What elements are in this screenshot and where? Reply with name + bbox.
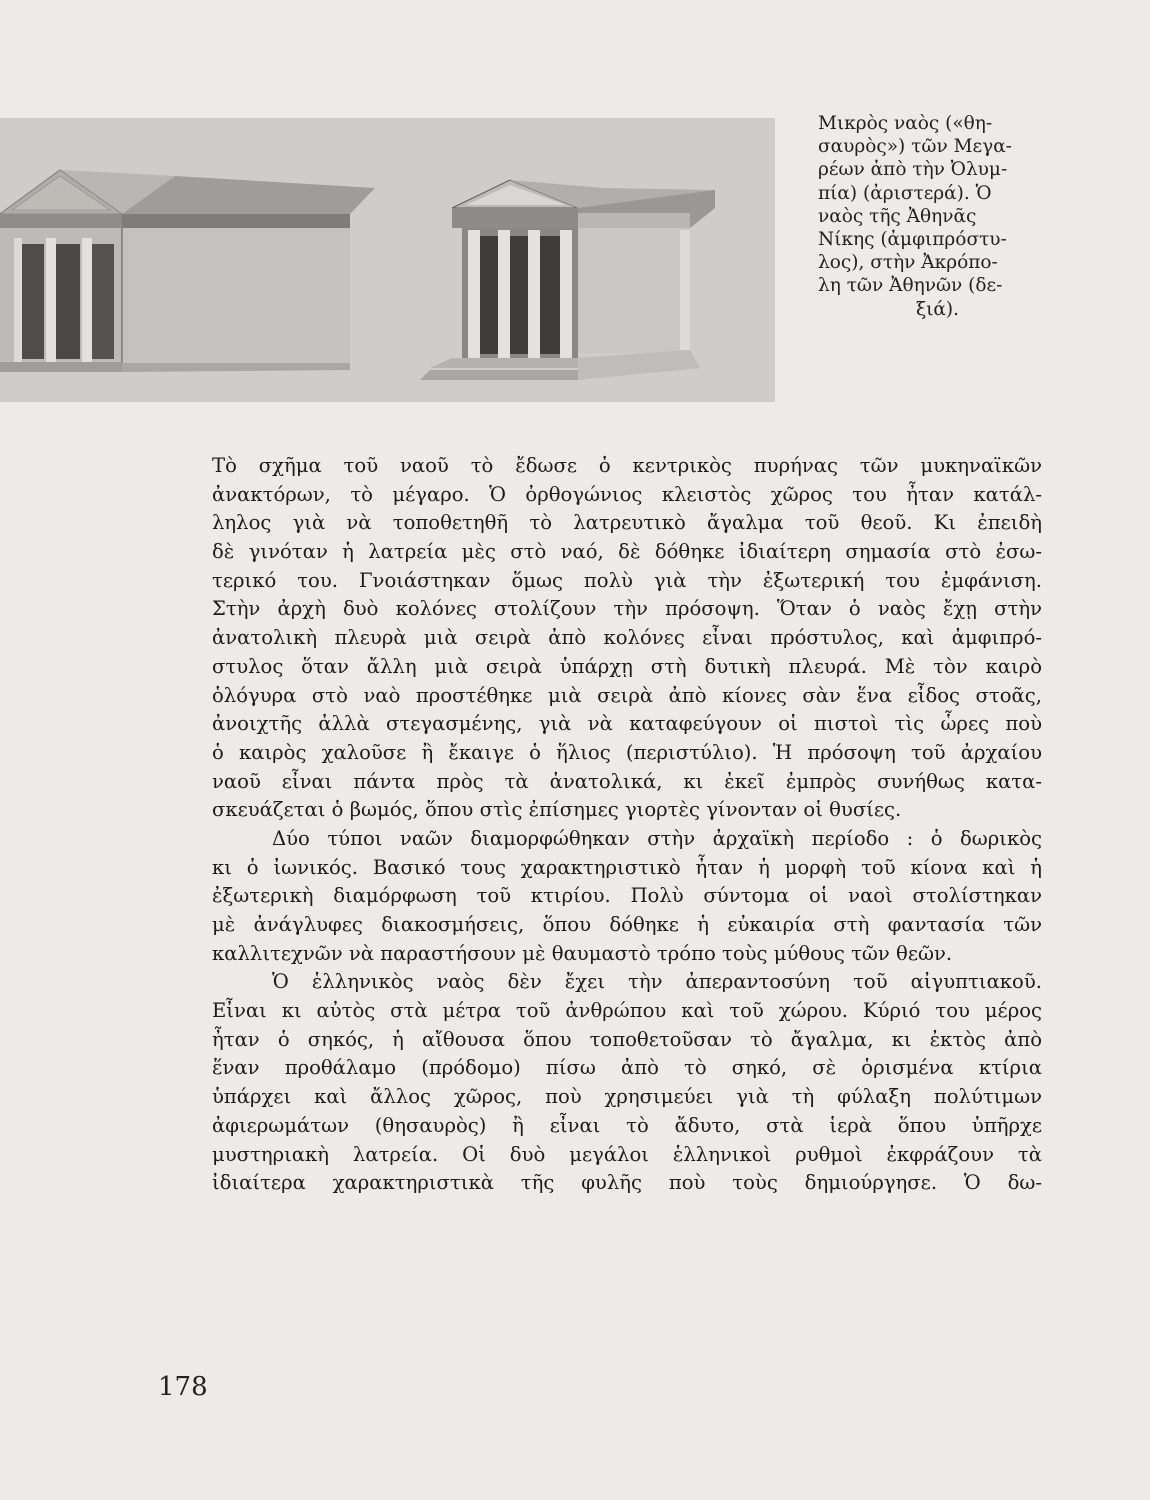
caption-line: ξιά).: [915, 298, 959, 320]
temple-drawings: [0, 118, 775, 402]
body-line: δὲ γινόταν ἡ λατρεία μὲς στὸ ναό, δὲ δόθηκε ἰδιαίτερη σημασία στὸ ἐσω-: [212, 540, 1042, 564]
body-line: Εἶναι κι αὐτὸς στὰ μέτρα τοῦ ἀνθρώπου καὶ τοῦ χώρου. Κύριό του μέρος: [212, 999, 1042, 1023]
body-line: κι ὁ ἰωνικός. Βασικό τους χαρακτηριστικὸ ἦταν ἡ μορφὴ τοῦ κίονα καὶ ἡ: [212, 855, 1042, 879]
body-line: Τὸ σχῆμα τοῦ ναοῦ τὸ ἔδωσε ὁ κεντρικὸς πυρήνας τῶν μυκηναϊκῶν: [212, 454, 1042, 477]
temple-illustrations: [0, 118, 775, 402]
body-line: σκευάζεται ὁ βωμός, ὅπου στὶς ἐπίσημες γιορτὲς γίνονταν οἱ θυσίες.: [212, 798, 902, 822]
body-line: Στὴν ἀρχὴ δυὸ κολόνες στολίζουν τὴν πρόσοψη. Ὅταν ὁ ναὸς ἔχῃ στὴν: [212, 597, 1042, 621]
caption-line: Μικρὸς ναὸς («θη-: [818, 113, 993, 134]
page-number: 178: [158, 1372, 208, 1402]
caption-line: λη τῶν Ἀθηνῶν (δε-: [818, 275, 1003, 297]
caption-line: σαυρὸς») τῶν Μεγα-: [818, 136, 1012, 158]
caption-line: λος), στὴν Ἀκρόπο-: [818, 252, 998, 274]
caption-line: ρέων ἀπὸ τὴν Ὀλυμ-: [818, 159, 1008, 181]
body-line: ληλος γιὰ νὰ τοποθετηθῆ τὸ λατρευτικὸ ἄγαλμα τοῦ θεοῦ. Κι ἐπειδὴ: [212, 511, 1042, 535]
body-line: στυλος ὅταν ἄλλη μιὰ σειρὰ ὑπάρχῃ στὴ δυτικὴ πλευρά. Μὲ τὸν καιρὸ: [212, 654, 1042, 678]
treasury-of-megarians-drawing: [0, 170, 375, 372]
body-line: καλλιτεχνῶν νὰ παραστήσουν μὲ θαυμαστὸ τρόπο τοὺς μύθους τῶν θεῶν.: [212, 941, 953, 965]
caption-line: πία) (ἀριστερά). Ὁ: [818, 182, 992, 204]
body-line: Δύο τύποι ναῶν διαμορφώθηκαν στὴν ἀρχαϊκὴ περίοδο : ὁ δωρικὸς: [272, 826, 1042, 850]
body-line: ἐξωτερικὴ διαμόρφωση τοῦ κτιρίου. Πολὺ σύντομα οἱ ναοὶ στολίστηκαν: [212, 884, 1042, 908]
body-line: ἀνοιχτῆς ἀλλὰ στεγασμένης, γιὰ νὰ καταφεύγουν οἱ πιστοὶ τὶς ὧρες ποὺ: [212, 712, 1042, 736]
body-line: ναοῦ εἶναι πάντα πρὸς τὰ ἀνατολικά, κι ἐκεῖ ἐμπρὸς συνήθως κατα-: [212, 769, 1042, 793]
body-line: ὑπάρχει καὶ ἄλλος χῶρος, ποὺ χρησιμεύει γιὰ τὴ φύλαξη πολύτιμων: [212, 1085, 1042, 1109]
body-line: ἀνακτόρων, τὸ μέγαρο. Ὁ ὀρθογώνιος κλειστὸς χῶρος του ἦταν κατάλ-: [212, 482, 1042, 506]
body-line: ἰδιαίτερα χαρακτηριστικὰ τῆς φυλῆς ποὺ τοὺς δημιούργησε. Ὁ δω-: [212, 1171, 1042, 1195]
body-line: ὁ καιρὸς χαλοῦσε ἢ ἔκαιγε ὁ ἥλιος (περιστύλιο). Ἡ πρόσοψη τοῦ ἀρχαίου: [212, 740, 1042, 764]
figure-caption: [818, 112, 1043, 321]
body-line: ἀφιερωμάτων (θησαυρὸς) ἢ εἶναι τὸ ἄδυτο, στὰ ἱερὰ ὅπου ὑπῆρχε: [212, 1113, 1042, 1137]
caption-line: Νίκης (ἀμφιπρόστυ-: [818, 229, 1007, 251]
body-line: ἦταν ὁ σηκός, ἡ αἴθουσα ὅπου τοποθετοῦσαν τὸ ἄγαλμα, κι ἐκτὸς ἀπὸ: [212, 1027, 1042, 1051]
body-line: Ὁ ἑλληνικὸς ναὸς δὲν ἔχει τὴν ἀπεραντοσύνη τοῦ αἰγυπτιακοῦ.: [272, 970, 1042, 994]
temple-of-athena-nike-drawing: [420, 180, 715, 380]
body-line: μὲ ἀνάγλυφες διακοσμήσεις, ὅπου δόθηκε ἡ εὐκαιρία στὴ φαντασία τῶν: [212, 913, 1042, 936]
body-line: μυστηριακὴ λατρεία. Οἱ δυὸ μεγάλοι ἑλληνικοὶ ρυθμοὶ ἐκφράζουν τὰ: [212, 1142, 1042, 1166]
body-line: τερικό του. Γνοιάστηκαν ὅμως πολὺ γιὰ τὴν ἐξωτερική του ἐμφάνιση.: [212, 568, 1042, 592]
body-line: ἀνατολικὴ πλευρὰ μιὰ σειρὰ ἀπὸ κολόνες εἶναι πρόστυλος, καὶ ἀμφιπρό-: [212, 626, 1042, 650]
body-line: ὁλόγυρα στὸ ναὸ προστέθηκε μιὰ σειρὰ ἀπὸ κίονες σὰν ἕνα εἶδος στοᾶς,: [212, 683, 1042, 707]
body-line: ἕναν προθάλαμο (πρόδομο) πίσω ἀπὸ τὸ σηκό, σὲ ὁρισμένα κτίρια: [212, 1056, 1042, 1080]
body-text: [212, 452, 1042, 1198]
caption-line: ναὸς τῆς Ἀθηνᾶς: [818, 205, 977, 227]
